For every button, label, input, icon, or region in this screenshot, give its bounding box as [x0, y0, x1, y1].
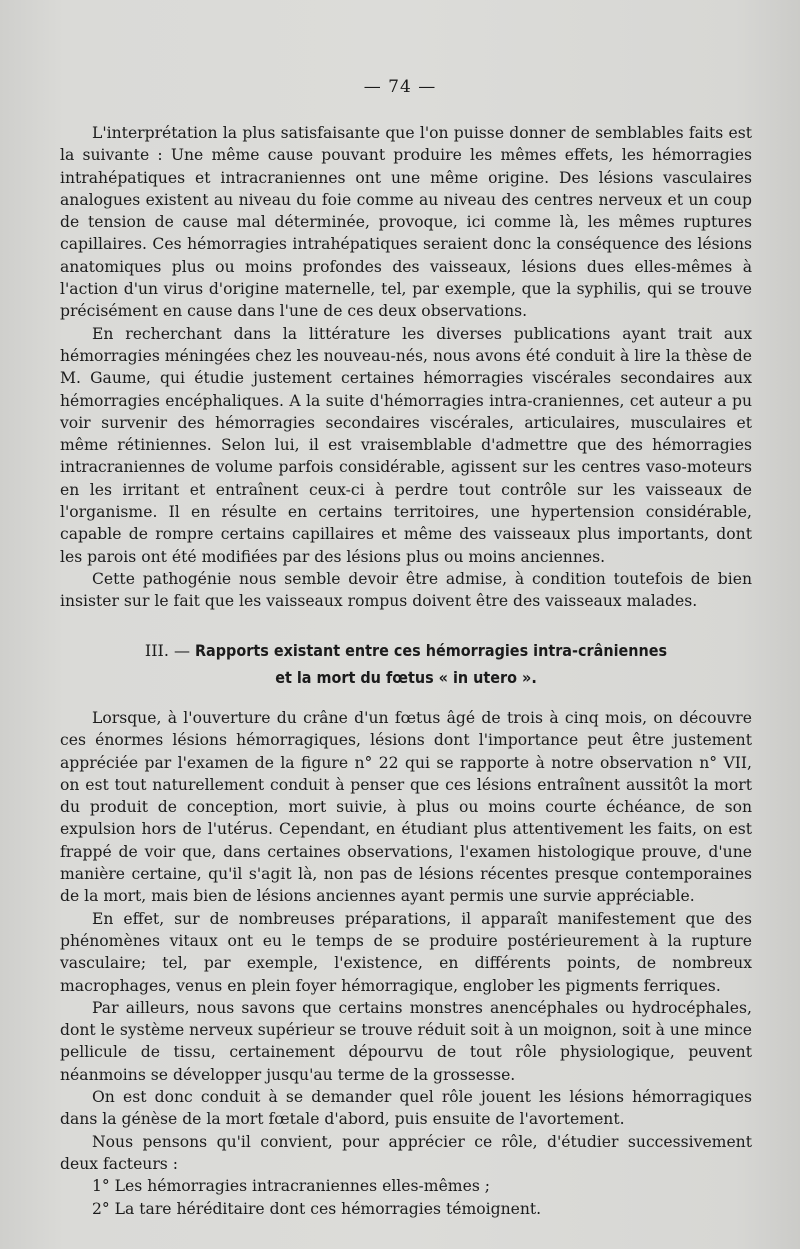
section-title-line-1: Rapports existant entre ces hémorragies intra-crâniennes: [194, 641, 668, 660]
section-number: III.: [144, 641, 169, 660]
page-number: — 74 —: [363, 77, 437, 97]
paragraph: Cette pathogénie nous semble devoir être admise, à condition toutefois de bien insister sur le fait que les vaisseaux rompus doivent être des vaisseaux malades.: [60, 569, 752, 611]
section-title-line-2: et la mort du fœtus « in utero ».: [275, 668, 537, 687]
list-item: 2° La tare héréditaire dont ces hémorragies témoignent.: [92, 1199, 542, 1218]
paragraph: Par ailleurs, nous savons que certains monstres anencéphales ou hydrocéphales, dont le système nerveux supérieur se trouve réduit soit à un moignon, soit à une mince pellicule de tissu, certainement dépourvu de tout rôle physiologique, peuvent néanmoins se développer jusqu'au terme de la grossesse.: [60, 998, 752, 1084]
section-heading-line-1: [60, 637, 752, 664]
paragraph: Nous pensons qu'il convient, pour apprécier ce rôle, d'étudier successivement deux facteurs :: [60, 1132, 752, 1173]
section-heading: [60, 637, 752, 691]
paragraph: On est donc conduit à se demander quel rôle jouent les lésions hémorragiques dans la génèse de la mort fœtale d'abord, puis ensuite de l'avortement.: [60, 1088, 752, 1129]
section-body-a: [60, 122, 752, 613]
list-item: 1° Les hémorragies intracraniennes elles-mêmes ;: [92, 1177, 491, 1196]
paragraph: L'interprétation la plus satisfaisante que l'on puisse donner de semblables faits est la suivante : Une même cause pouvant produire les mêmes effets, les hémorragies intrahépatiques et intracraniennes ont une même origine. Des lésions vasculaires analogues existent au niveau du foie comme au niveau des centres nerveux et un coup de tension de cause mal déterminée, provoque, ici comme là, les mêmes ruptures capillaires. Ces hémorragies intrahépatiques seraient donc la conséquence des lésions anatomiques plus ou moins profondes des vaisseaux, lésions dues elles-mêmes à l'action d'un virus d'origine maternelle, tel, par exemple, que la syphilis, qui se trouve précisément en cause dans l'une de ces deux observations.: [60, 124, 752, 321]
section-dash: —: [173, 641, 190, 660]
paragraph: En effet, sur de nombreuses préparations, il apparaît manifestement que des phénomènes vitaux ont eu le temps de se produire postérieurement à la rupture vasculaire; tel, par exemple, l'existence, en différents points, de nombreux macrophages, venus en plein foyer hémorragique, englober les pigments ferriques.: [60, 909, 752, 995]
paragraph: En recherchant dans la littérature les diverses publications ayant trait aux hémorragies méningées chez les nouveau-nés, nous avons été conduit à lire la thèse de M. Gaume, qui étudie justement certaines hémorragies viscérales secondaires aux hémorragies encéphaliques. A la suite d'hémorragies intra-craniennes, cet auteur a pu voir survenir des hémorragies secondaires viscérales, articulaires, musculaires et même rétiniennes. Selon lui, il est vraisemblable d'admettre que des hémorragies intracraniennes de volume parfois considérable, agissent sur les centres vaso-moteurs en les irritant et entraînent ceux-ci à perdre tout contrôle sur les vaisseaux de l'organisme. Il en résulte en certains territoires, une hypertension considérable, capable de rompre certains capillaires et même des vaisseaux plus importants, dont les parois ont été modifiées par des lésions plus ou moins anciennes.: [60, 324, 753, 566]
section-body-b: [60, 707, 752, 1220]
paragraph: Lorsque, à l'ouverture du crâne d'un fœtus âgé de trois à cinq mois, on découvre ces énormes lésions hémorragiques, lésions dont l'importance peut être justement appréciée par l'examen de la figure n° 22 qui se rapporte à notre observation n° VII, on est tout naturellement conduit à penser que ces lésions entraînent aussitôt la mort du produit de conception, mort suivie, à plus ou moins courte échéance, de son expulsion hors de l'utérus. Cependant, en étudiant plus attentivement les faits, on est frappé de voir que, dans certaines observations, l'examen histologique prouve, d'une manière certaine, qu'il s'agit là, non pas de lésions récentes presque contemporaines de la mort, mais bien de lésions anciennes ayant permis une survie appréciable.: [60, 709, 752, 906]
